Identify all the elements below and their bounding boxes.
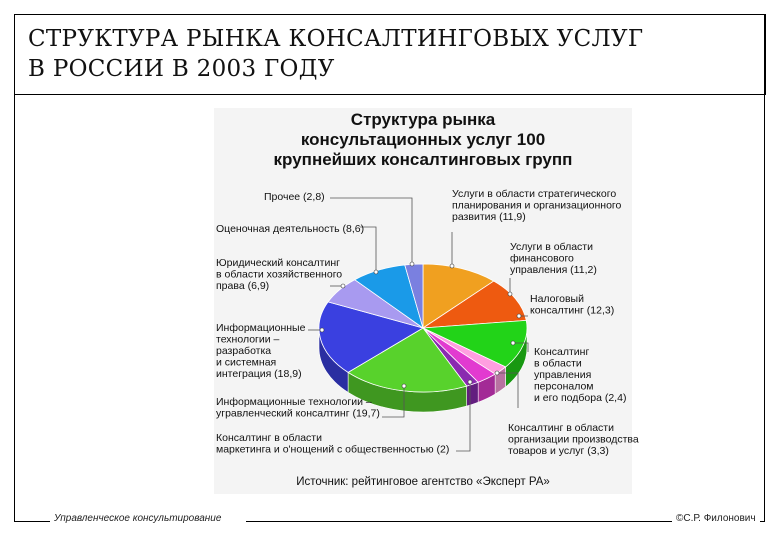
pie-label-9: Оценочная деятельность (8,6) bbox=[216, 223, 365, 235]
chart-title-line-3: крупнейших консалтинговых групп bbox=[273, 150, 573, 169]
pie-label-10: Прочее (2,8) bbox=[264, 191, 325, 203]
pie-label-5: Консалтинг в области маркетинга и о'нощений с общественностью (2) bbox=[216, 432, 450, 456]
pie-label-8: Юридический консалтинг в области хозяйственного права (6,9) bbox=[216, 257, 343, 292]
pie-label-4: Консалтинг в области организации производства товаров и услуг (3,3) bbox=[508, 422, 639, 457]
footer-author: ©С.Р. Филонович bbox=[676, 513, 756, 524]
chart-title-line-2: консультационных услуг 100 bbox=[300, 130, 546, 149]
pie-label-2: Налоговый консалтинг (12,3) bbox=[530, 293, 615, 317]
pie-leader-dot-7 bbox=[320, 328, 324, 332]
pie-leader-dot-2 bbox=[517, 314, 521, 318]
slide-title-line-1: СТРУКТУРА РЫНКА КОНСАЛТИНГОВЫХ УСЛУГ bbox=[28, 26, 644, 52]
slide-title-line-2: В РОССИИ В 2003 ГОДУ bbox=[28, 56, 335, 82]
pie-leader-dot-1 bbox=[508, 292, 512, 296]
pie-label-3: Консалтинг в области управления персоналом и его подбора (2,4) bbox=[534, 346, 627, 404]
pie-leader-dot-8 bbox=[341, 284, 345, 288]
pie-label-0: Услуги в области стратегического планирования и организационного развития (11,9) bbox=[452, 188, 622, 223]
pie-leader-dot-5 bbox=[468, 380, 472, 384]
footer-rule-right bbox=[760, 521, 765, 522]
chart-title-line-1: Структура рынка bbox=[350, 110, 496, 129]
footer-rule-left bbox=[14, 521, 50, 522]
pie-leader-dot-0 bbox=[450, 264, 454, 268]
footer-rule-middle bbox=[246, 521, 672, 522]
pie-leader-dot-9 bbox=[374, 270, 378, 274]
pie-leader-dot-4 bbox=[495, 371, 499, 375]
pie-label-7: Информационные технологии – разработка и системная интеграция (18,9) bbox=[216, 322, 306, 380]
pie-leader-dot-10 bbox=[410, 262, 414, 266]
footer-course-name: Управленческое консультирование bbox=[54, 513, 222, 524]
pie-label-1: Услуги в области финансового управления (11,2) bbox=[510, 241, 597, 276]
chart-source: Источник: рейтинговое агентство «Эксперт РА» bbox=[296, 476, 550, 488]
pie-leader-dot-6 bbox=[402, 384, 406, 388]
pie-label-6: Информационные технологии – угравленческий консалтинг (19,7) bbox=[216, 396, 380, 420]
pie-leader-dot-3 bbox=[511, 341, 515, 345]
